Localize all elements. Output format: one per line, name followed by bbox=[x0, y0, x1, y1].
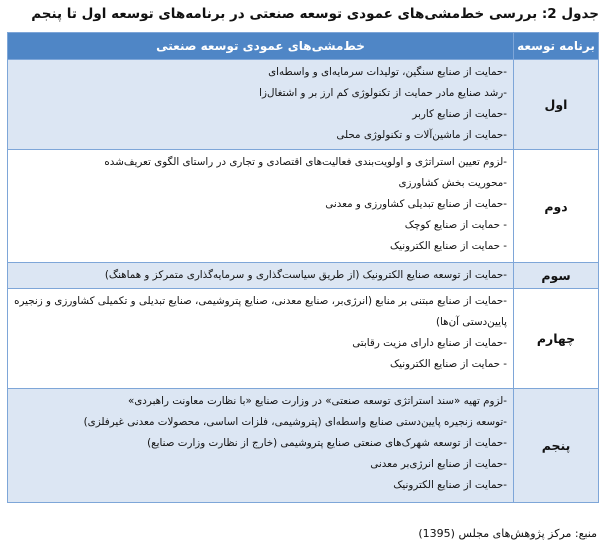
source-note: منبع: مرکز پژوهش‌های مجلس (1395) bbox=[418, 527, 597, 540]
table-row bbox=[8, 289, 599, 389]
policy-item: -حمایت از صنایع مبتنی بر منابع (انرژی‌بر، صنایع معدنی، صنایع پتروشیمی، صنایع تبدیلی و تکمیلی کشاورزی و زنجیره پایین‌دستی آن‌ها) bbox=[14, 295, 507, 328]
policy-item: - حمایت از صنایع الکترونیک bbox=[389, 358, 507, 370]
program-cell: سوم bbox=[514, 263, 599, 289]
policy-item: -حمایت از صنایع سنگین، تولیدات سرمایه‌ای و واسطه‌ای bbox=[268, 66, 507, 78]
policy-item: - حمایت از صنایع کوچک bbox=[404, 219, 507, 231]
policy-item: -حمایت از صنایع دارای مزیت رقابتی bbox=[352, 337, 507, 349]
header-program: برنامه توسعه bbox=[514, 33, 599, 60]
policies-cell bbox=[8, 150, 514, 263]
program-cell: اول bbox=[514, 60, 599, 150]
policy-item: -رشد صنایع مادر حمایت از تکنولوژی کم ارز بر و اشتغال‌زا bbox=[259, 87, 507, 99]
policy-item: -حمایت از صنایع کاربر bbox=[412, 108, 507, 120]
program-cell: چهارم bbox=[514, 289, 599, 389]
policies-cell bbox=[8, 60, 514, 150]
table-header-row bbox=[8, 33, 599, 60]
policies-cell bbox=[8, 389, 514, 503]
development-plans-table bbox=[7, 32, 599, 503]
policy-item: -حمایت از صنایع الکترونیک bbox=[393, 479, 507, 491]
header-policies: خط‌مشی‌های عمودی توسعه صنعتی bbox=[8, 33, 514, 60]
policy-item: -حمایت از توسعه صنایع الکترونیک (از طریق سیاست‌گذاری و سرمایه‌گذاری متمرکز و هماهنگ) bbox=[104, 269, 507, 281]
policies-cell bbox=[8, 289, 514, 389]
policy-item: -حمایت از صنایع تبدیلی کشاورزی و معدنی bbox=[325, 198, 507, 210]
policy-item: -حمایت از صنایع انرژی‌بر معدنی bbox=[370, 458, 507, 470]
policies-cell bbox=[8, 263, 514, 289]
table-caption: جدول 2: بررسی خط‌مشی‌های عمودی توسعه صنعتی در برنامه‌های توسعه اول تا پنجم bbox=[31, 6, 599, 22]
policy-item: -لزوم تعیین استراتژی و اولویت‌بندی فعالیت‌های اقتصادی و تجاری در راستای الگوی تعریف‌شده bbox=[104, 156, 507, 168]
policy-item: -لزوم تهیه «سند استراتژی توسعه صنعتی» در وزارت صنایع «با نظارت معاونت راهبردی» bbox=[127, 395, 507, 407]
table-row bbox=[8, 389, 599, 503]
program-cell: دوم bbox=[514, 150, 599, 263]
policy-item: -توسعه زنجیره پایین‌دستی صنایع واسطه‌ای (پتروشیمی، فلزات اساسی، محصولات معدنی غیرفلزی) bbox=[83, 416, 507, 428]
policy-item: -محوریت بخش کشاورزی bbox=[398, 177, 507, 189]
table-row bbox=[8, 60, 599, 150]
table-row bbox=[8, 150, 599, 263]
table-row bbox=[8, 263, 599, 289]
policy-item: - حمایت از صنایع الکترونیک bbox=[389, 240, 507, 252]
policy-item: -حمایت از ماشین‌آلات و تکنولوژی محلی bbox=[336, 129, 507, 141]
policy-item: -حمایت از توسعه شهرک‌های صنعتی صنایع پتروشیمی (خارج از نظارت وزارت صنایع) bbox=[147, 437, 507, 449]
program-cell: پنجم bbox=[514, 389, 599, 503]
